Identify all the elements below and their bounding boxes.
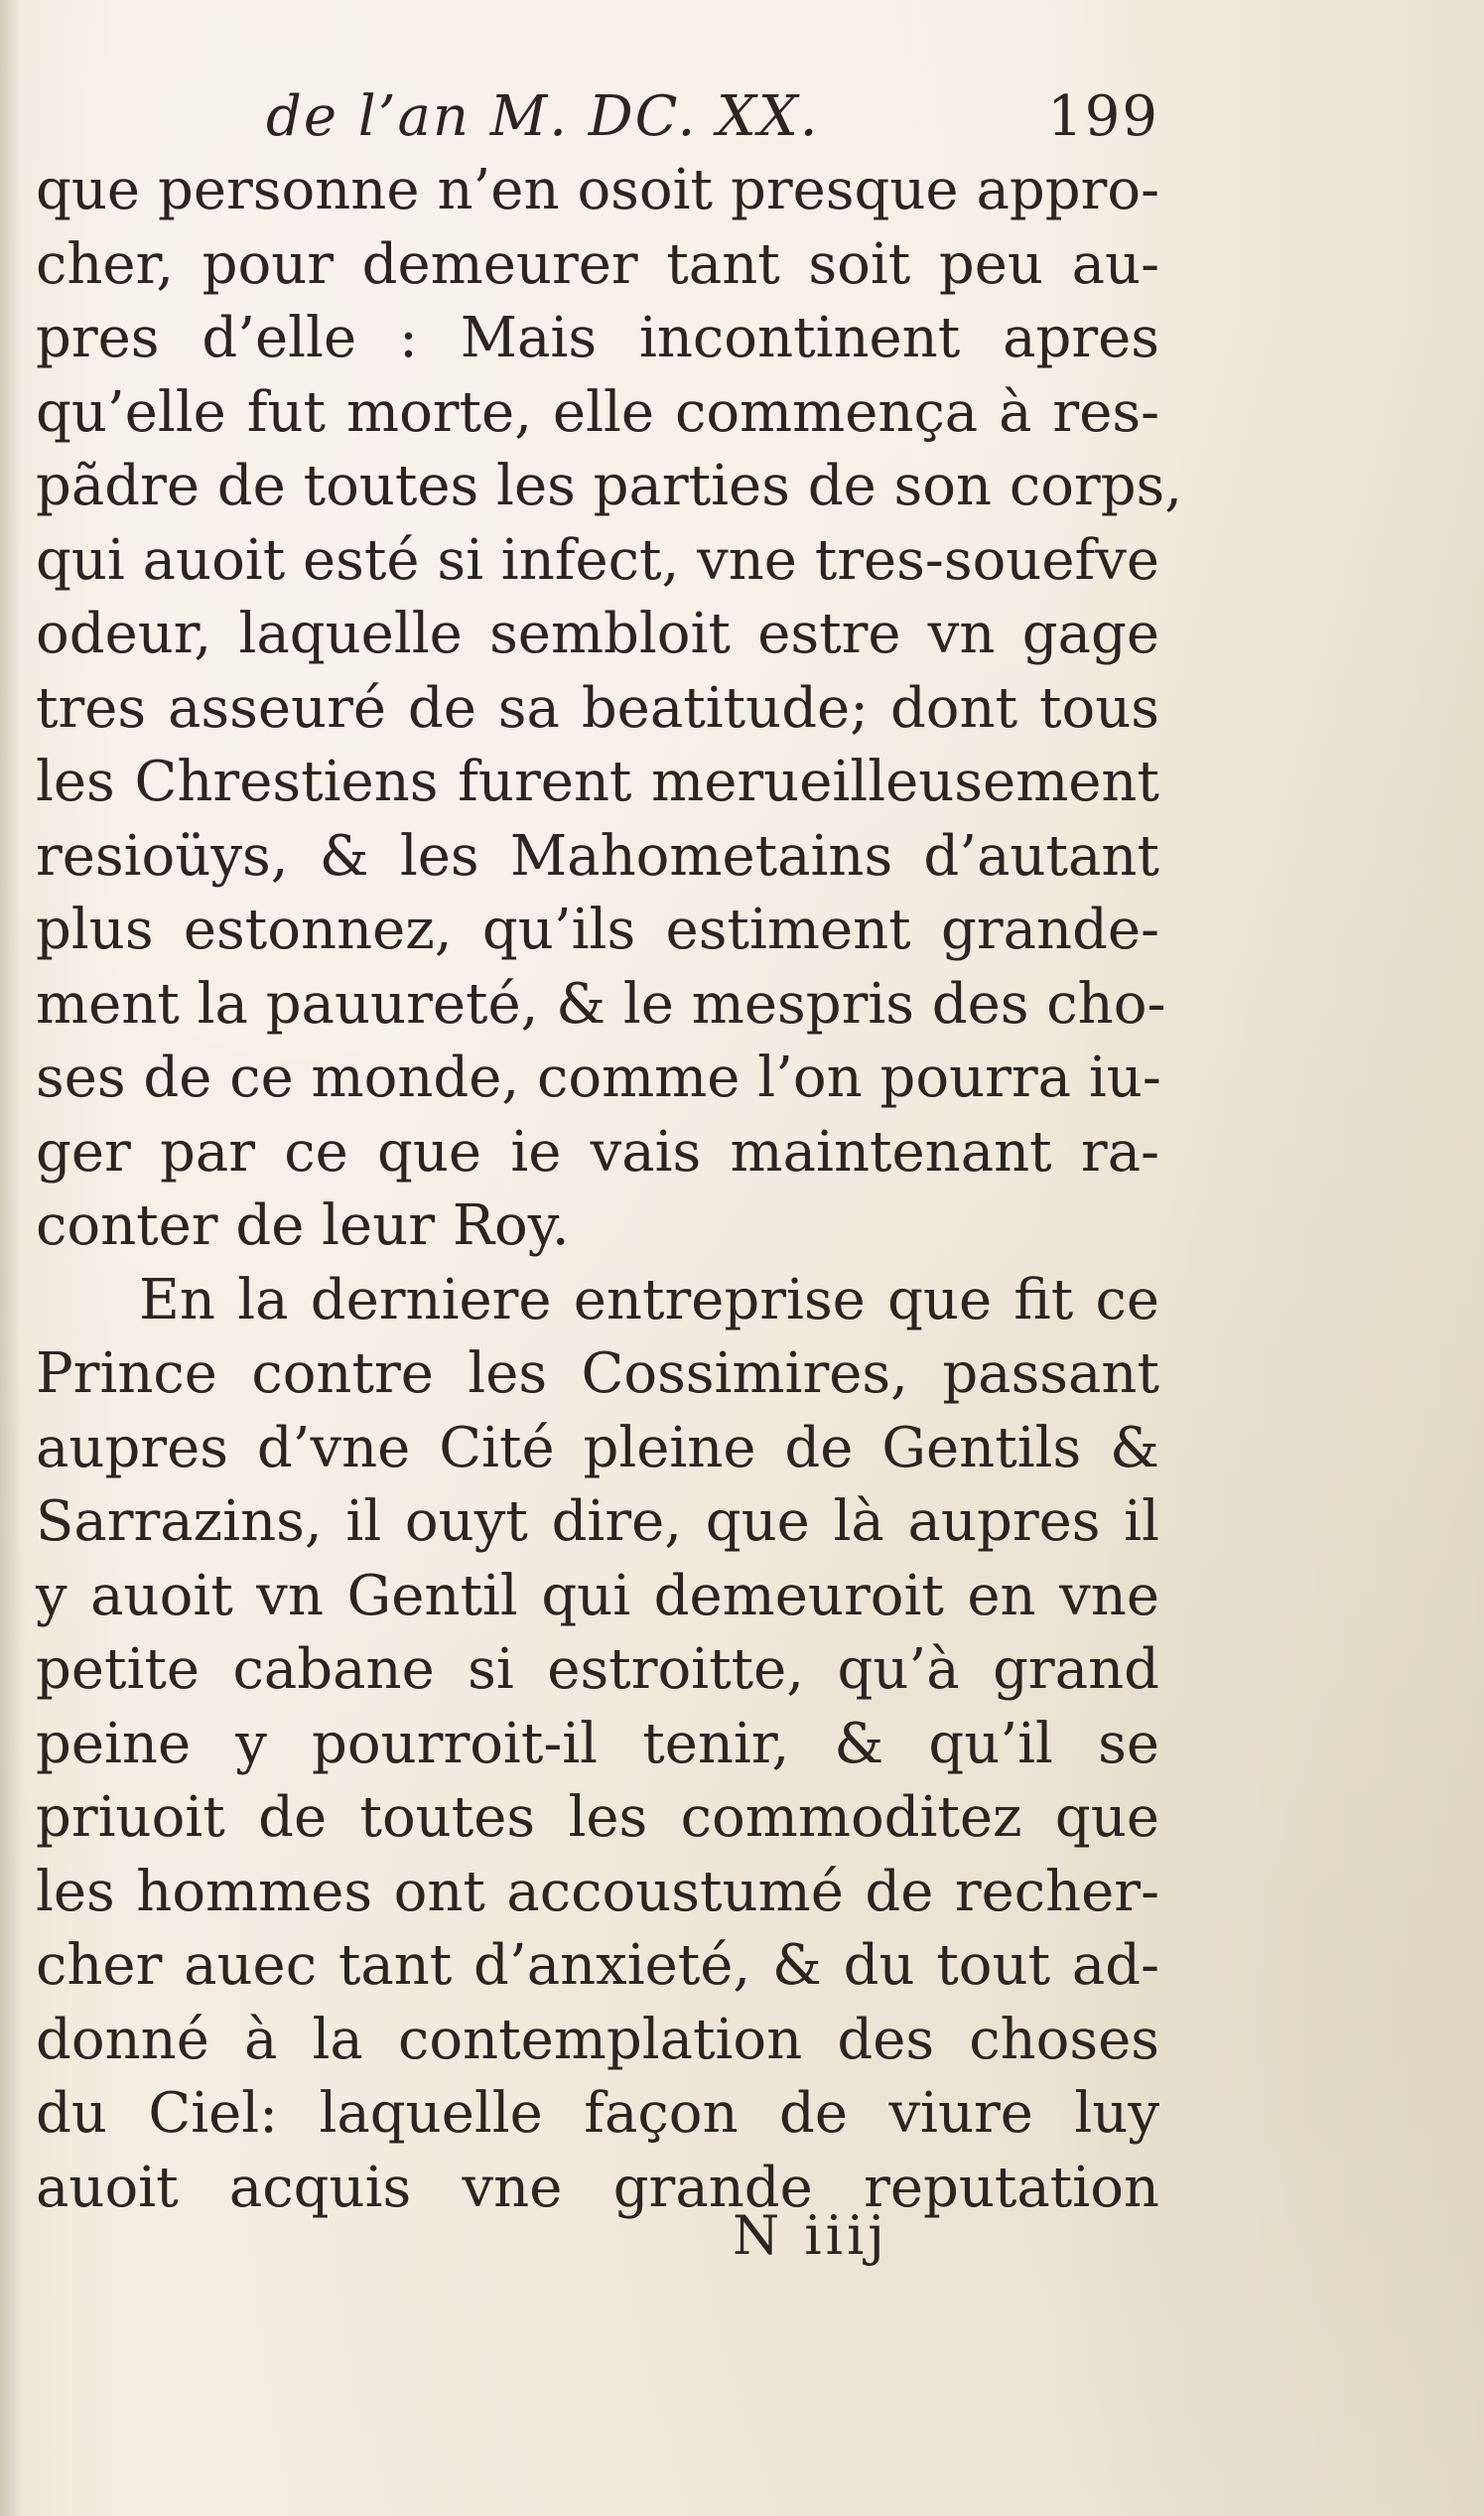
text-line: Prince contre les Cossimires, passant [36, 1341, 1159, 1406]
text-line: Sarrazins, il ouyt dire, que là aupres il [36, 1489, 1159, 1554]
text-block [36, 79, 1183, 2225]
text-line: ger par ce que ie vais maintenant ra- [36, 1119, 1159, 1185]
text-line: pres d’elle : Mais incontinent apres [36, 306, 1159, 370]
text-line: que personne n’en osoit presque appro- [36, 158, 1159, 222]
text-line: cher, pour demeurer tant soit peu au- [36, 231, 1159, 297]
text-line: pãdre de toutes les parties de son corps, [36, 454, 1183, 518]
paragraph-start-line: En la derniere entreprise que fit ce [139, 1267, 1159, 1332]
text-line: odeur, laquelle sembloit estre vn gage [36, 602, 1159, 666]
running-head-title: de l’an M. DC. XX. [266, 84, 820, 149]
running-head [36, 79, 1159, 154]
text-line: cher auec tant d’anxieté, & du tout ad- [36, 1933, 1159, 1998]
text-line: donné à la contemplation des choses [36, 2007, 1159, 2072]
text-line: ment la pauureté, & le mespris des cho- [36, 971, 1166, 1037]
text-line: les Chrestiens furent merueilleusement [36, 750, 1159, 814]
text-line: petite cabane si estroitte, qu’à grand [36, 1637, 1159, 1702]
text-line: du Ciel: laquelle façon de viure luy [36, 2081, 1159, 2146]
text-line: qu’elle fut morte, elle commença à res- [36, 379, 1159, 445]
text-line: les hommes ont accoustumé de recher- [36, 1859, 1159, 1924]
text-line: auoit acquis vne grande reputation [36, 2155, 1159, 2220]
gutter-shadow [0, 0, 22, 2516]
text-line: tres asseuré de sa beatitude; dont tous [36, 675, 1159, 741]
text-line: qui auoit esté si infect, vne tres-souefve [36, 527, 1159, 593]
text-line: peine y pourroit-il tenir, & qu’il se [36, 1711, 1159, 1776]
text-line: y auoit vn Gentil qui demeuroit en vne [36, 1563, 1159, 1628]
text-line: priuoit de toutes les commoditez que [36, 1785, 1159, 1850]
page-number: 199 [1047, 84, 1159, 149]
text-line: aupres d’vne Cité pleine de Gentils & [36, 1415, 1159, 1480]
signature-mark: N iiij [733, 2204, 888, 2267]
text-line: conter de leur Roy. [36, 1193, 570, 1258]
text-line: ses de ce monde, comme l’on pourra iu- [36, 1046, 1161, 1110]
text-line: plus estonnez, qu’ils estiment grande- [36, 898, 1159, 962]
text-line: resioüys, & les Mahometains d’autant [36, 823, 1159, 889]
